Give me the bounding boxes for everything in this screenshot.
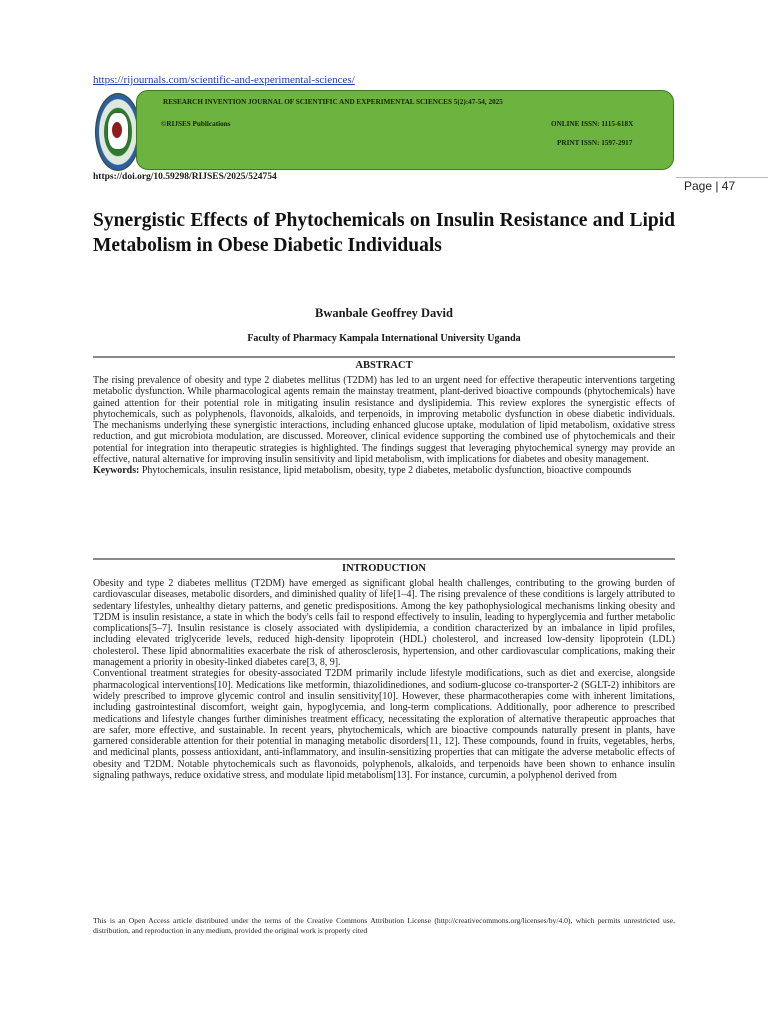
abstract-top-rule — [93, 356, 675, 358]
print-issn: PRINT ISSN: 1597-2917 — [557, 139, 633, 147]
license-footer: This is an Open Access article distributed under the terms of the Creative Commons Attribution License (http://creativecommons.org/licenses/by/4.0), which permits unrestricted use, distribution, and reproduction in any medium, provided the original work is properly cited — [93, 916, 675, 935]
keywords-label: Keywords: — [93, 465, 140, 477]
author-affiliation: Faculty of Pharmacy Kampala International University Uganda — [247, 333, 521, 344]
abstract-body — [93, 375, 675, 477]
online-issn: ONLINE ISSN: 1115-618X — [551, 120, 634, 128]
keywords-line — [93, 465, 675, 476]
page-number: Page | 47 — [684, 179, 736, 193]
journal-banner — [136, 90, 674, 170]
introduction-paragraph-1: Obesity and type 2 diabetes mellitus (T2DM) have emerged as significant global health challenges, contributing to the growing burden of cardiovascular diseases, metabolic disorders, and diminished quality of life[1–4]. The rising prevalence of these conditions is largely attributed to sedentary lifestyles, unhealthy dietary patterns, and genetic predispositions. Among the key pathophysiological mechanisms linking obesity and T2DM is insulin resistance, a state in which the body's cells fail to respond effectively to insulin, leading to hyperglycemia and further metabolic complications[5–7]. Insulin resistance is closely associated with dyslipidemia, a condition characterized by an imbalance in lipid profiles, including elevated triglyceride levels, reduced high-density lipoprotein (HDL) cholesterol, and increased low-density lipoprotein (LDL) cholesterol. These lipid abnormalities exacerbate the risk of atherosclerosis, hypertension, and other cardiovascular complications, making their management a priority in obesity-linked diabetes care[3, 8, 9]. — [93, 578, 675, 669]
introduction-body — [93, 578, 675, 781]
journal-url-link[interactable]: https://rijournals.com/scientific-and-experimental-sciences/ — [93, 74, 355, 86]
article-title: Synergistic Effects of Phytochemicals on Insulin Resistance and Lipid Metabolism in Obese Diabetic Individuals — [93, 210, 675, 256]
journal-name: RESEARCH INVENTION JOURNAL OF SCIENTIFIC AND EXPERIMENTAL SCIENCES 5(2):47-54, 2025 — [163, 98, 503, 106]
author-name: Bwanbale Geoffrey David — [315, 306, 453, 320]
publisher-label: ©RIJSES Publications — [161, 120, 231, 128]
introduction-top-rule — [93, 558, 675, 560]
keywords-text: Phytochemicals, insulin resistance, lipid metabolism, obesity, type 2 diabetes, metabolic dysfunction, bioactive compounds — [141, 465, 632, 477]
page-divider — [676, 177, 768, 178]
abstract-heading: ABSTRACT — [355, 360, 413, 371]
logo-seed-icon — [112, 122, 122, 138]
introduction-heading: INTRODUCTION — [341, 563, 426, 574]
abstract-text: The rising prevalence of obesity and type 2 diabetes mellitus (T2DM) has led to an urgent need for effective therapeutic interventions targeting metabolic dysfunction. While pharmacological agents remain the mainstay treatment, plant-derived bioactive compounds (phytochemicals) have gained attention for their potential role in mitigating insulin resistance and dyslipidemia. This review explores the synergistic effects of phytochemicals, such as polyphenols, flavonoids, alkaloids, and terpenoids, in improving metabolic dysfunction in obese diabetic individuals. The mechanisms underlying these synergistic interactions, including enhanced glucose uptake, modulation of lipid metabolism, oxidative stress reduction, and gut microbiota modulation, are discussed. Moreover, clinical evidence supporting the combined use of phytochemicals and their potential for integration into therapeutic strategies is highlighted. The findings suggest that leveraging phytochemical synergy may provide an effective, natural alternative for improving insulin sensitivity and lipid metabolism, with implications for diabetes and obesity management. — [93, 375, 675, 466]
introduction-paragraph-2: Conventional treatment strategies for obesity-associated T2DM primarily include lifestyle modifications, such as diet and exercise, alongside pharmacological interventions[10]. Medications like metformin, thiazolidinediones, and sodium-glucose co-transporter-2 (SGLT-2) inhibitors are widely prescribed to improve glycemic control and insulin sensitivity[10]. However, these pharmacotherapies come with inherent limitations, including gastrointestinal discomfort, weight gain, hypoglycemia, and long-term complications. Additionally, poor adherence to prescribed medications and lifestyle changes further diminishes treatment efficacy, necessitating the exploration of alternative therapeutic approaches that are safer, more effective, and sustainable. In recent years, phytochemicals, which are bioactive compounds naturally present in plants, have garnered considerable attention for their potential in managing metabolic disorders[11, 12]. These compounds, found in fruits, vegetables, herbs, and medicinal plants, possess antioxidant, anti-inflammatory, and insulin-sensitizing properties that can mitigate the adverse metabolic effects of obesity and T2DM. Notable phytochemicals such as flavonoids, polyphenols, alkaloids, and terpenoids have been shown to enhance insulin signaling pathways, reduce oxidative stress, and modulate lipid metabolism[13]. For instance, curcumin, a polyphenol derived from — [93, 668, 675, 782]
doi-link[interactable]: https://doi.org/10.59298/RIJSES/2025/524754 — [93, 172, 277, 182]
